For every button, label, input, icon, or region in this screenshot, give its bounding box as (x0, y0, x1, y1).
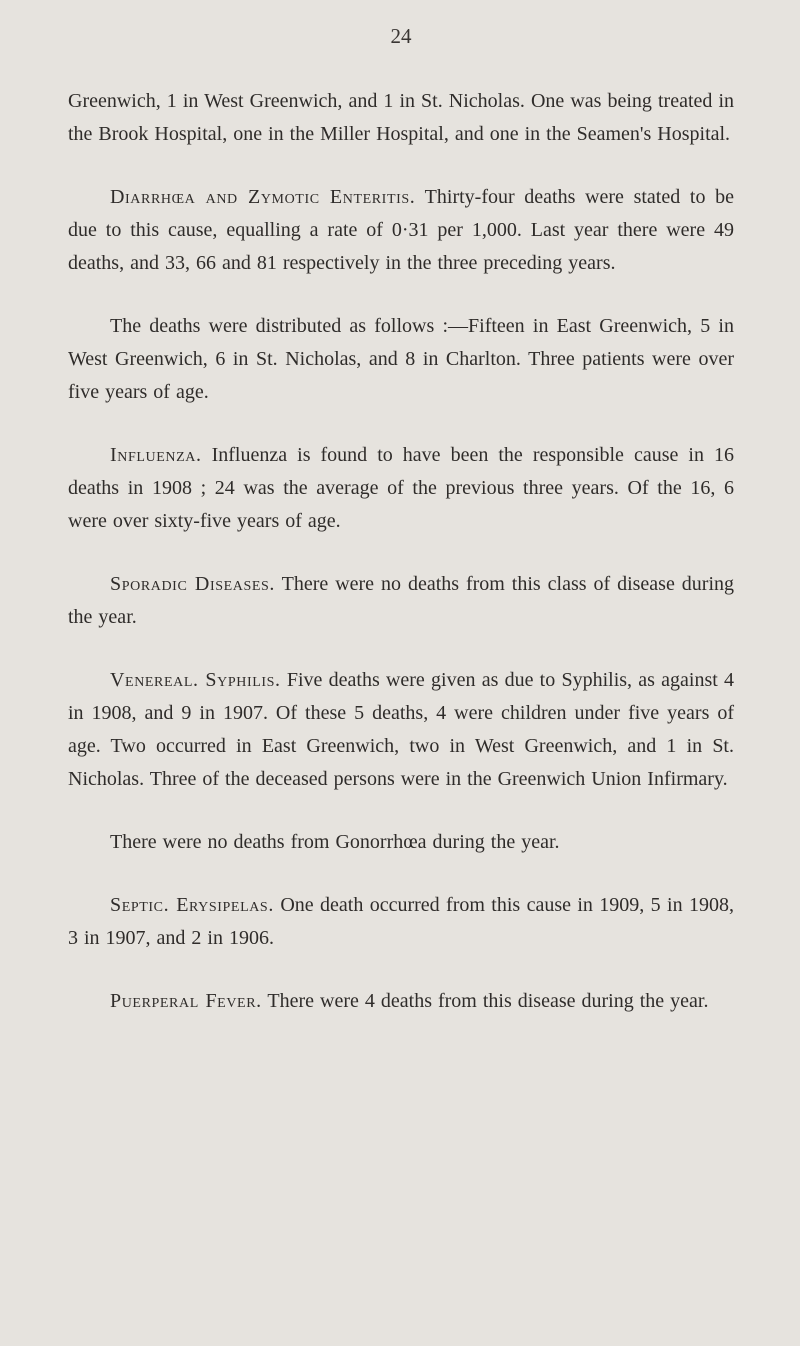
section-heading: Sporadic Diseases. (110, 573, 276, 595)
paragraph-continuation (68, 85, 734, 151)
paragraph-venereal (68, 664, 734, 796)
section-heading: Venereal. Syphilis. (110, 669, 281, 691)
page-number: 24 (390, 24, 412, 48)
paragraph-influenza (68, 439, 734, 538)
paragraph-text: Five deaths were given as due to Syphilis, as against 4 in 1908, and 9 in 1907. Of these 5 deaths, 4 were children under five years of age. Two occurred in East Greenwich, two in West Greenwich, and 1 in St. Nicholas. Three of the deceased persons were in the Greenwich Union Infirmary. (68, 669, 735, 790)
paragraph-puerperal-fever (68, 985, 734, 1018)
paragraph-text: Influenza is found to have been the responsible cause in 16 deaths in 1908 ; 24 was the average of the previous three years. Of the 16, 6 were over sixty-five years of age. (68, 444, 735, 532)
paragraph-distribution (68, 310, 734, 409)
paragraph-text: The deaths were distributed as follows :—Fifteen in East Greenwich, 5 in West Greenwich, 6 in St. Nicholas, and 8 in Charlton. Three patients were over five years of age. (68, 315, 734, 403)
section-heading: Influenza. (110, 444, 202, 466)
section-heading: Diarrhœa and Zymotic Enteritis. (110, 186, 416, 208)
paragraph-text: There were 4 deaths from this disease during the year. (267, 990, 709, 1012)
paragraph-text: There were no deaths from Gonorrhœa during the year. (110, 831, 560, 853)
section-heading: Septic. Erysipelas. (110, 894, 274, 916)
paragraph-text: There were no deaths from this class of disease during the year. (68, 573, 734, 628)
paragraph-septic (68, 889, 734, 955)
paragraph-diarrhoea (68, 181, 734, 280)
paragraph-text: One death occurred from this cause in 1909, 5 in 1908, 3 in 1907, and 2 in 1906. (68, 894, 734, 949)
paragraph-text: Thirty-four deaths were stated to be due to this cause, equalling a rate of 0·31 per 1,000. Last year there were 49 deaths, and 33, 66 and 81 respectively in the three preceding years. (68, 186, 734, 274)
paragraph-sporadic-diseases (68, 568, 734, 634)
paragraph-gonorrhoea (68, 826, 734, 859)
paragraph-text: Greenwich, 1 in West Greenwich, and 1 in St. Nicholas. One was being treated in the Brook Hospital, one in the Miller Hospital, and one in the Seamen's Hospital. (68, 90, 734, 145)
section-heading: Puerperal Fever. (110, 990, 262, 1012)
